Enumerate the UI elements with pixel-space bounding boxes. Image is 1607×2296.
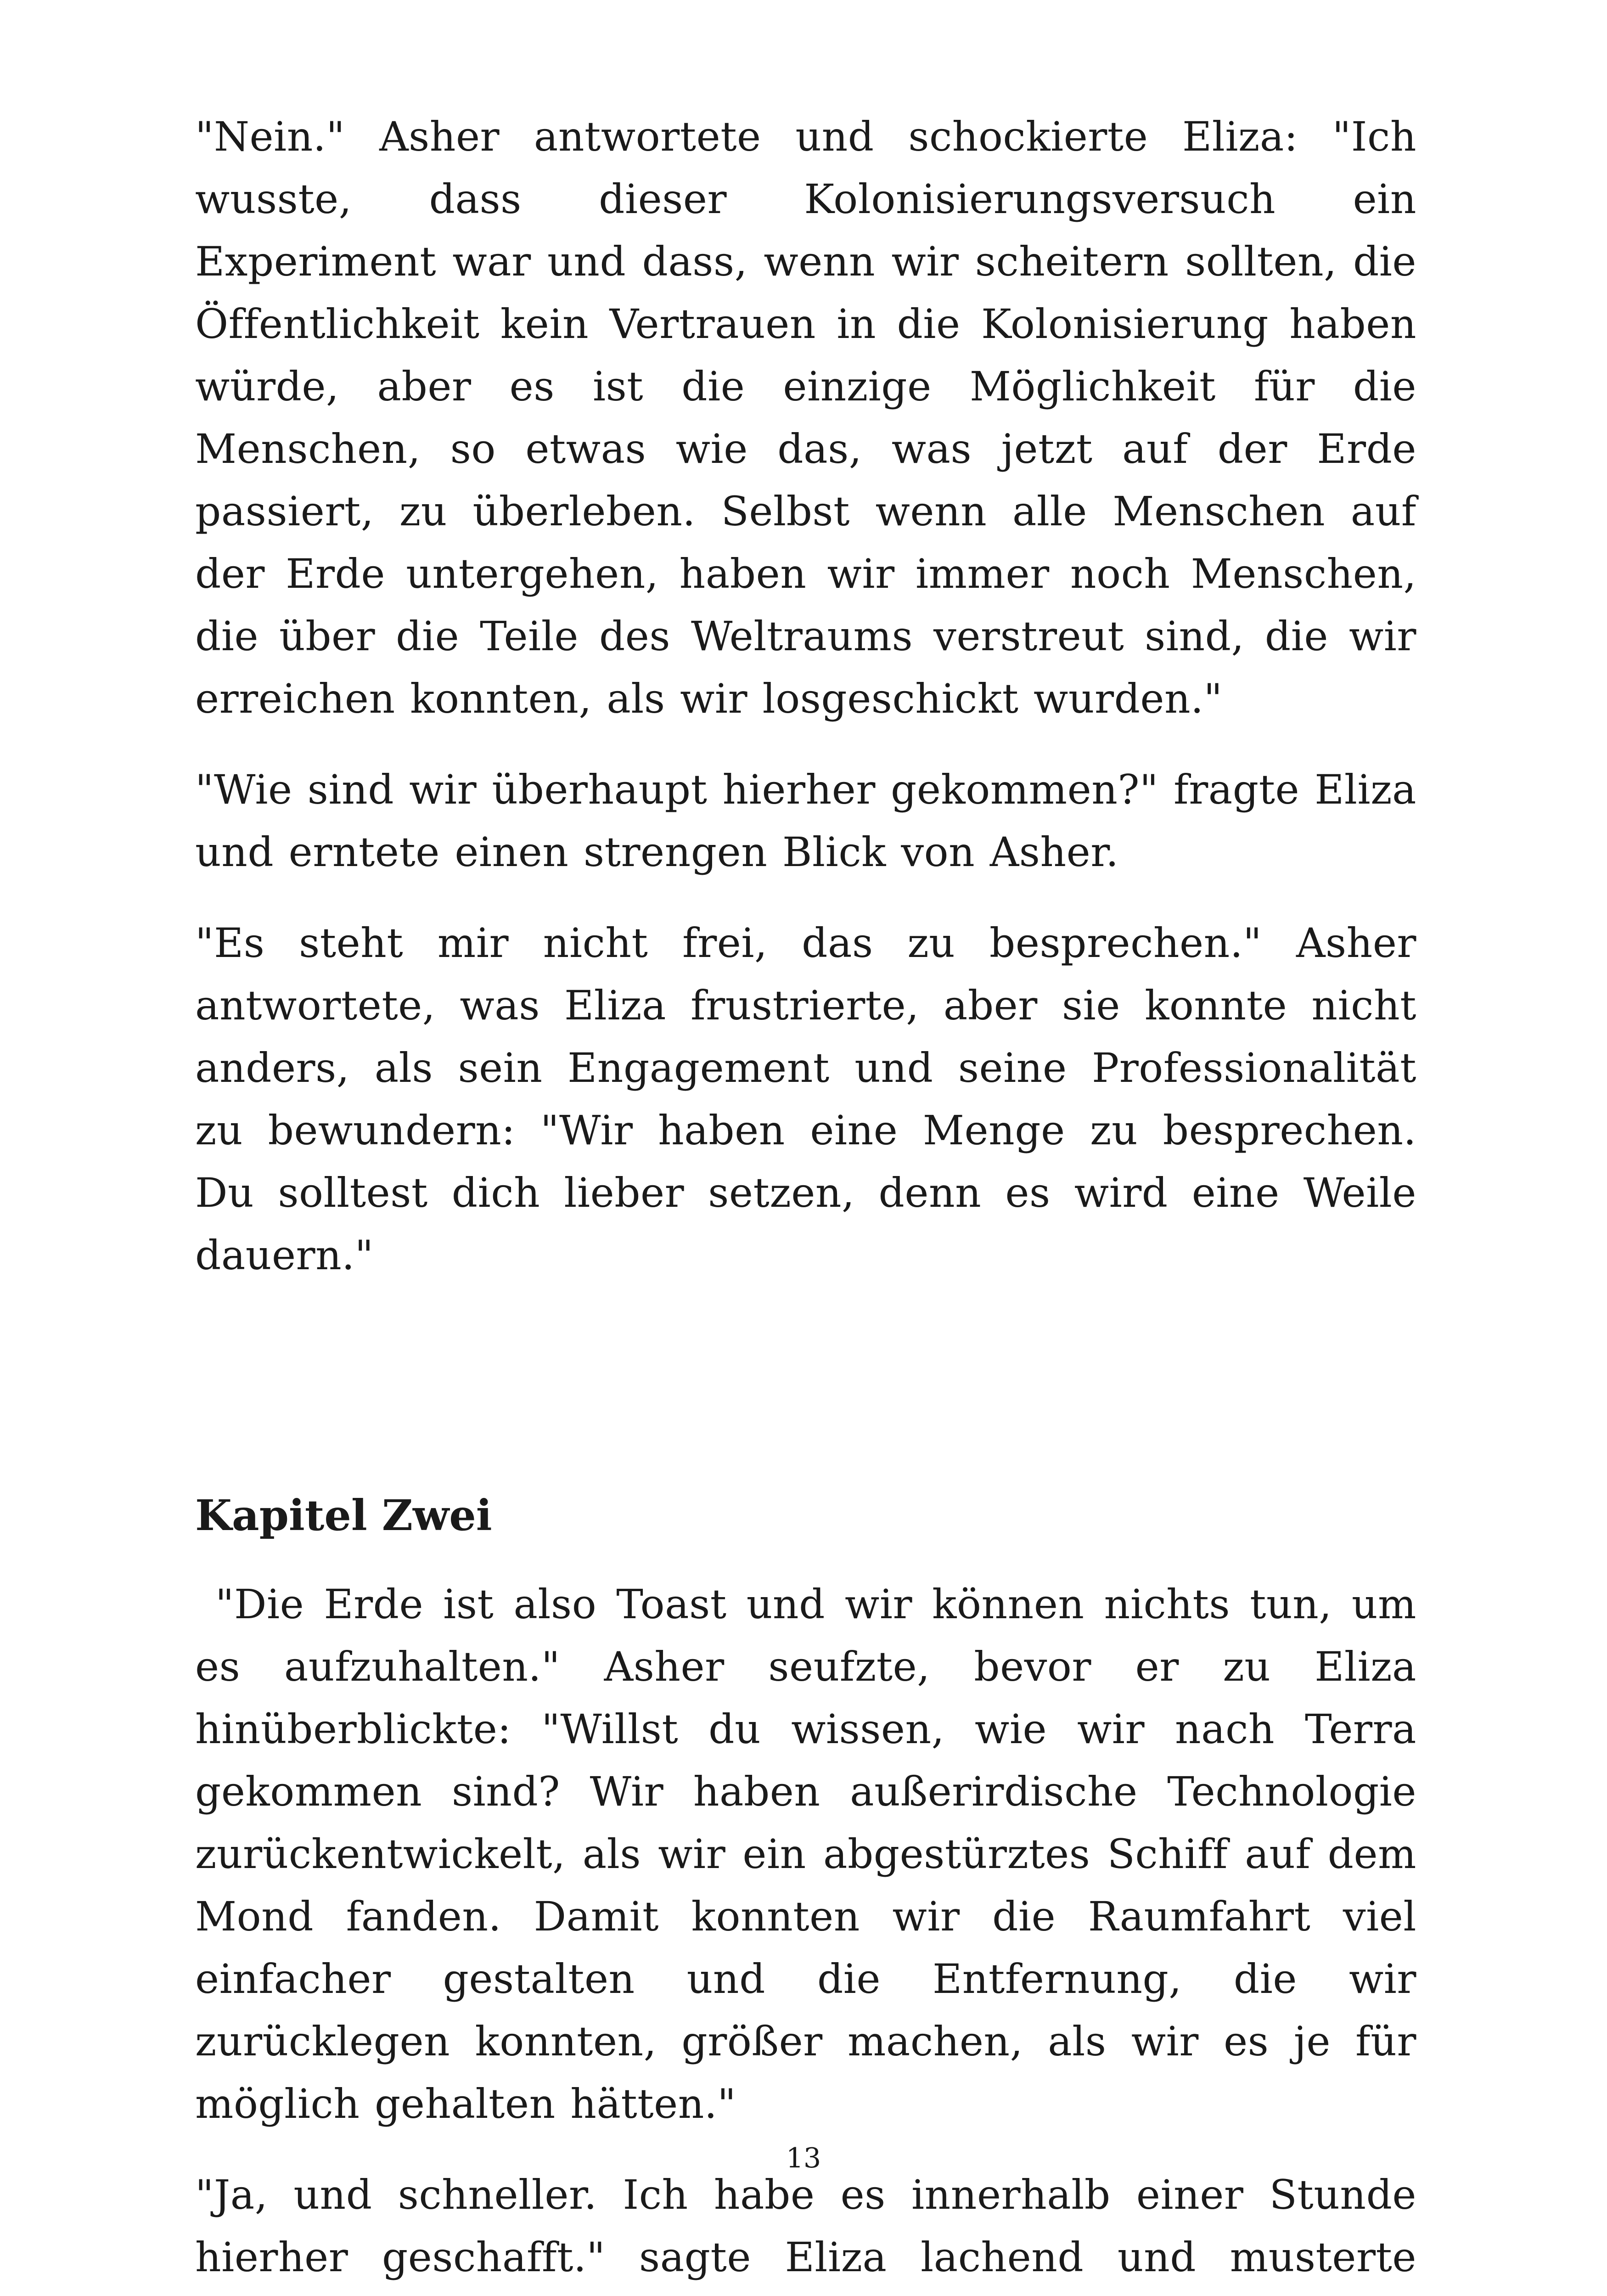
book-page — [195, 106, 1416, 2296]
paragraph: "Die Erde ist also Toast und wir können nichts tun, um es aufzuhalten." Asher seufzte, bevor er zu Eliza hinüberblickte: "Willst du wissen, wie wir nach Terra gekommen sind? Wir haben außerirdische Technologie zurückentwickelt, als wir ein abgestürztes Schiff auf dem Mond fanden. Damit konnten wir die Raumfahrt viel einfacher gestalten und die Entfernung, die wir zurücklegen konnten, größer machen, als wir es je für möglich gehalten hätten." — [195, 1581, 1416, 2127]
chapter-title: Kapitel Zwei — [195, 1491, 492, 1540]
paragraph: "Nein." Asher antwortete und schockierte Eliza: "Ich wusste, dass dieser Kolonisierungsversuch ein Experiment war und dass, wenn wir scheitern sollten, die Öffentlichkeit kein Vertrauen in die Kolonisierung haben würde, aber es ist die einzige Möglichkeit für die Menschen, so etwas wie das, was jetzt auf der Erde passiert, zu überleben. Selbst wenn alle Menschen auf der Erde untergehen, haben wir immer noch Menschen, die über die Teile des Weltraums verstreut sind, die wir erreichen konnten, als wir losgeschickt wurden." — [195, 113, 1416, 722]
paragraph: "Ja, und schneller. Ich habe es innerhalb einer Stunde hierher geschafft." sagte Eliza lachend und musterte — [195, 2171, 1416, 2281]
paragraph: "Es steht mir nicht frei, das zu besprechen." Asher antwortete, was Eliza frustrierte, aber sie konnte nicht anders, als sein Engagement und seine Professionalität zu bewundern: "Wir haben eine Menge zu besprechen. Du solltest dich lieber setzen, denn es wird eine Weile dauern." — [195, 919, 1416, 1279]
paragraph: "Wie sind wir überhaupt hierher gekommen?" fragte Eliza und erntete einen strengen Blick von Asher. — [195, 766, 1416, 876]
page-number: 13 — [786, 2142, 821, 2174]
